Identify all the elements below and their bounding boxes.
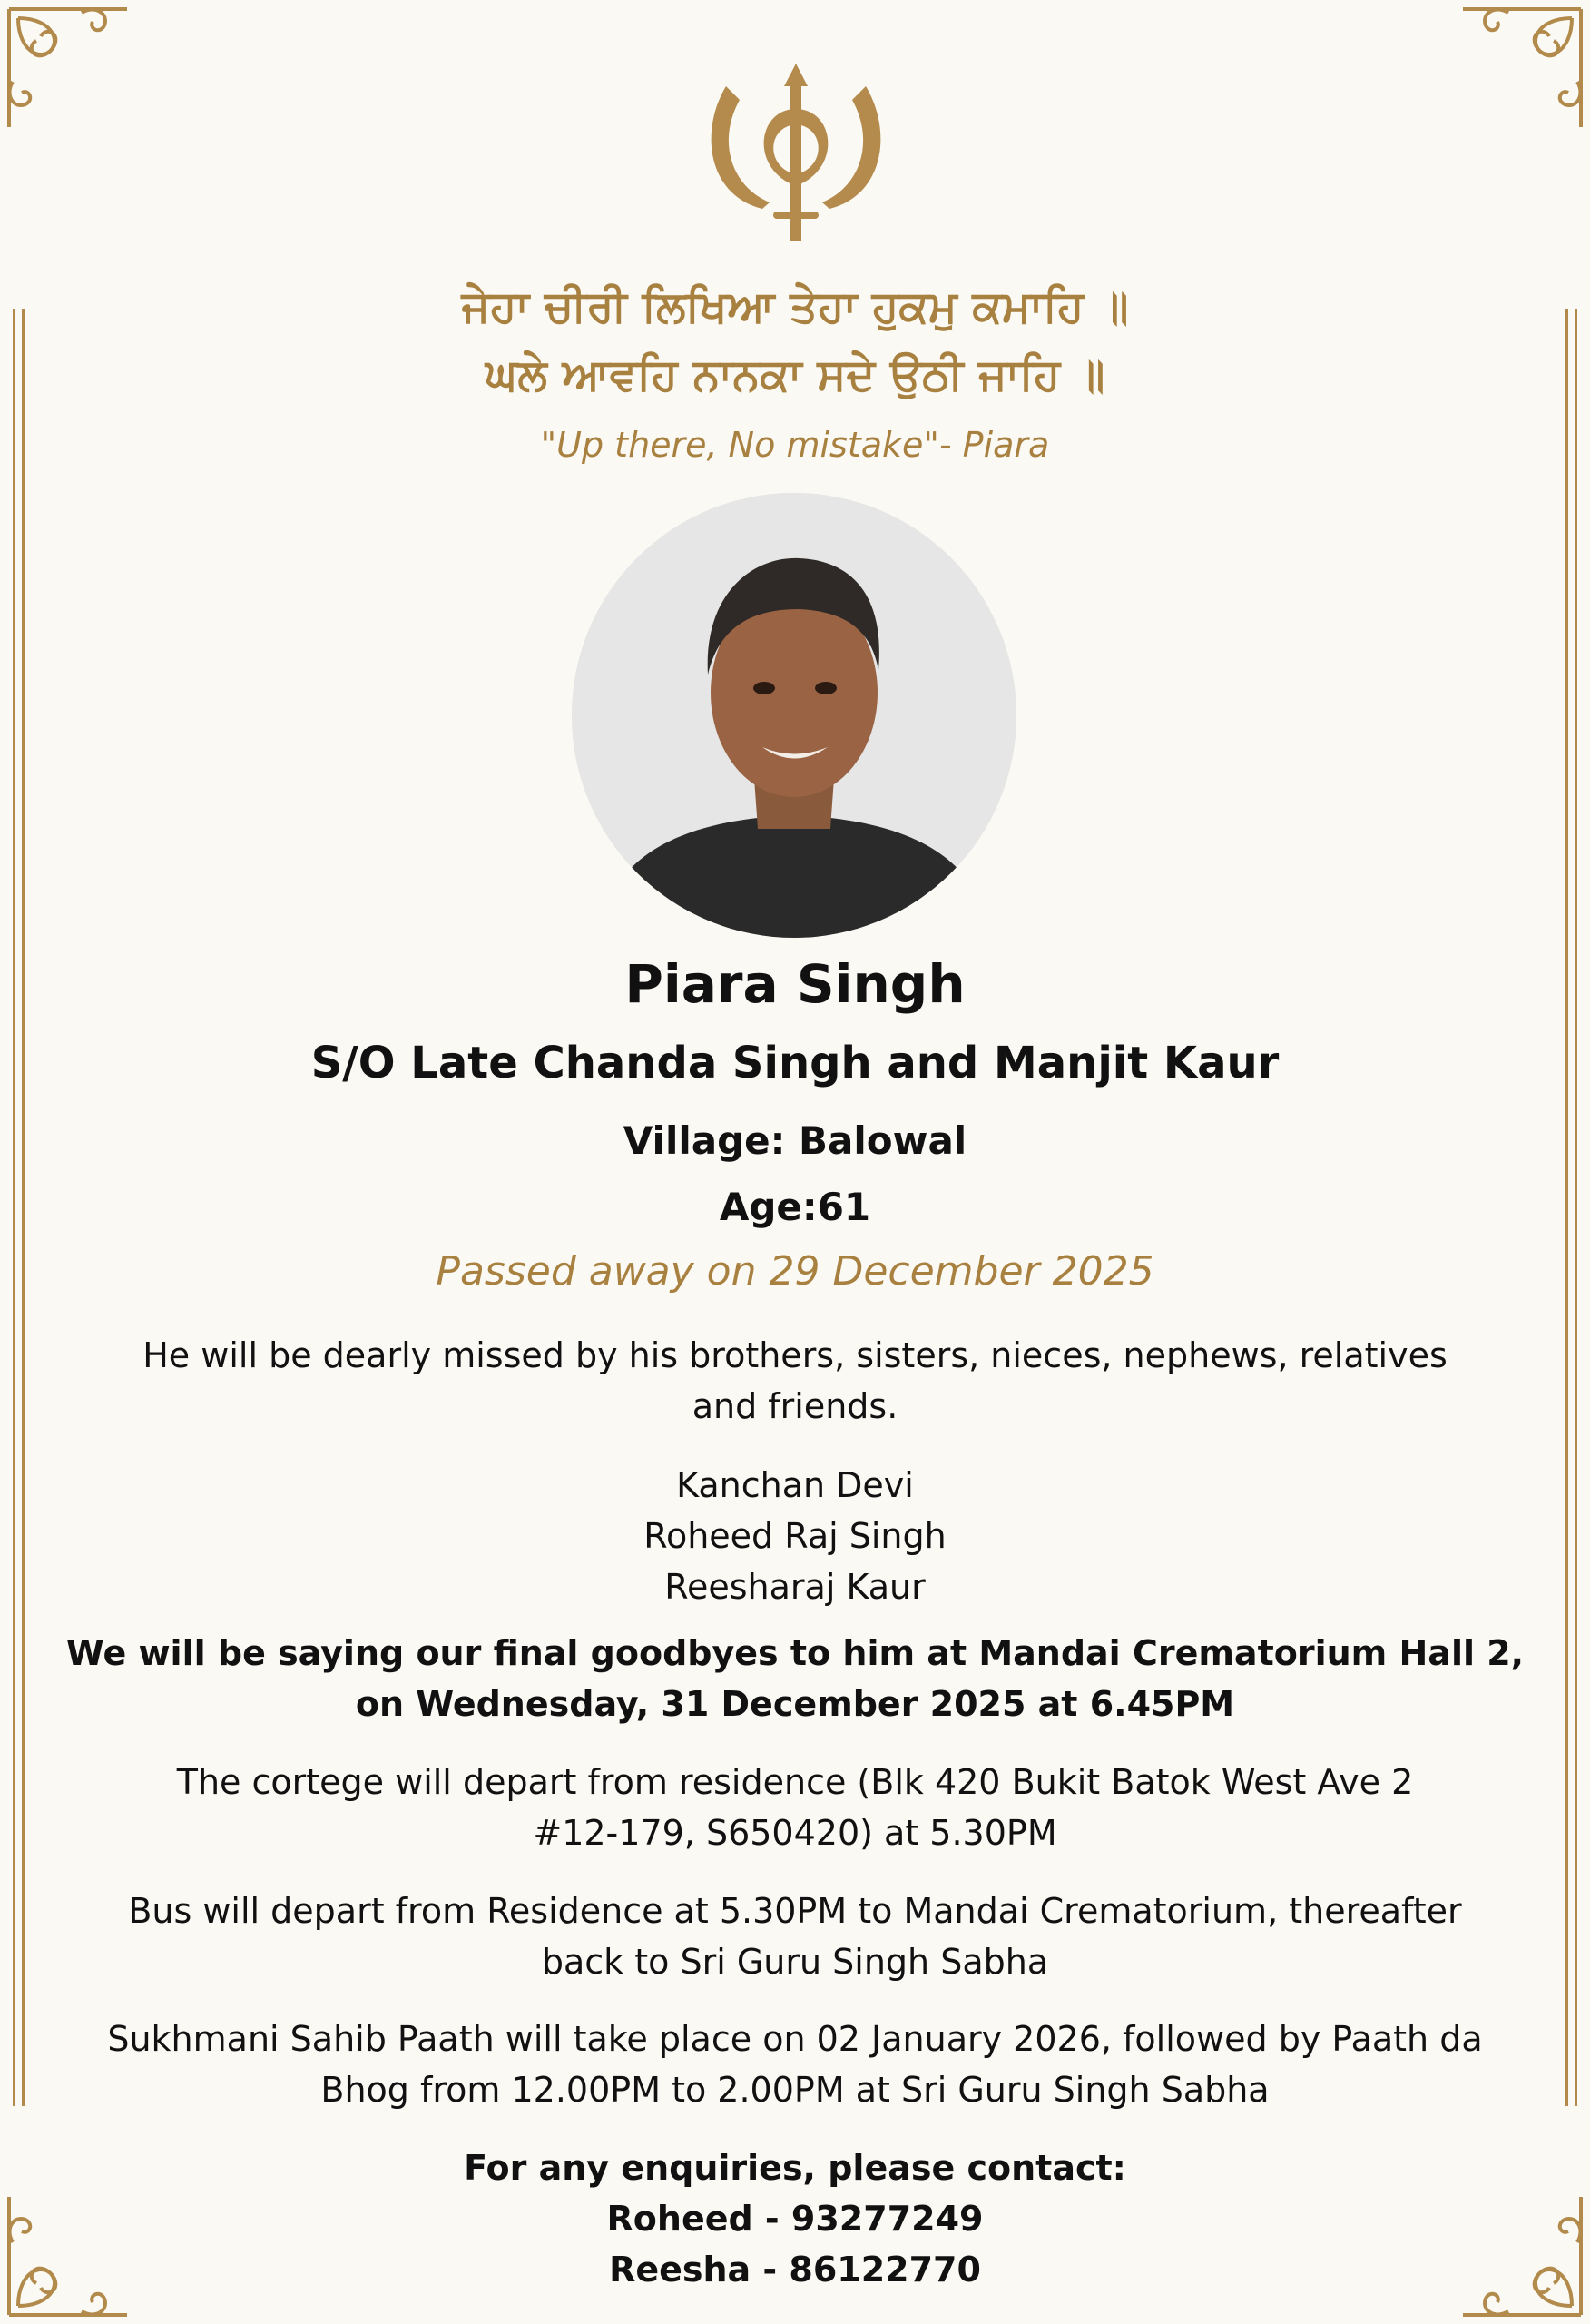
contact-section: [0, 2142, 1590, 2295]
portrait-photo: [572, 493, 1016, 938]
missed-message: [0, 1330, 1590, 1432]
quote: "Up there, No mistake"- Piara: [540, 425, 1050, 465]
missed-message-line-1: He will be dearly missed by his brothers, sisters, nieces, nephews, relatives: [142, 1335, 1448, 1375]
family-member: Reesharaj Kaur: [664, 1567, 926, 1607]
gurbani-line-2: ਘਲੇ ਆਵਹਿ ਨਾਨਕਾ ਸਦੇ ਉਠੀ ਜਾਹਿ ॥: [485, 350, 1105, 400]
cortege-line-1: The cortege will depart from residence (Blk 420 Bukit Batok West Ave 2: [176, 1762, 1414, 1802]
portrait-illustration: [572, 493, 1016, 938]
contact-person-1: Roheed - 93277249: [606, 2199, 984, 2239]
person-name: Piara Singh: [624, 953, 966, 1015]
paath-line-1: Sukhmani Sahib Paath will take place on 02 January 2026, followed by Paath da: [107, 2019, 1483, 2059]
paath-details: [0, 2014, 1590, 2115]
missed-message-line-2: and friends.: [692, 1386, 898, 1426]
gurbani-line-1: ਜੇਹਾ ਚੀਰੀ ਲਿਖਿਆ ਤੇਹਾ ਹੁਕਮੁ ਕਮਾਹਿ ॥: [461, 281, 1129, 332]
family-member: Roheed Raj Singh: [643, 1516, 947, 1556]
person-age: Age:61: [719, 1185, 871, 1229]
khanda-icon: [699, 59, 893, 250]
cortege-line-2: #12-179, S650420) at 5.30PM: [533, 1813, 1057, 1853]
corner-ornament-top-right-icon: [1454, 0, 1590, 136]
bus-line-2: back to Sri Guru Singh Sabha: [541, 1942, 1049, 1982]
funeral-line-2: on Wednesday, 31 December 2025 at 6.45PM: [355, 1684, 1235, 1724]
bus-line-1: Bus will depart from Residence at 5.30PM to Mandai Crematorium, thereafter: [128, 1891, 1462, 1931]
family-list: [0, 1460, 1590, 1612]
paath-line-2: Bhog from 12.00PM to 2.00PM at Sri Guru Singh Sabha: [320, 2070, 1270, 2110]
passed-away-date: Passed away on 29 December 2025: [436, 1248, 1154, 1295]
contact-heading: For any enquiries, please contact:: [464, 2148, 1126, 2188]
family-member: Kanchan Devi: [676, 1465, 914, 1505]
cortege-details: [0, 1757, 1590, 1858]
funeral-details: [0, 1628, 1590, 1729]
person-parents: S/O Late Chanda Singh and Manjit Kaur: [310, 1038, 1280, 1088]
contact-person-2: Reesha - 86122770: [609, 2250, 981, 2290]
funeral-line-1: We will be saying our final goodbyes to him at Mandai Crematorium Hall 2,: [65, 1633, 1525, 1673]
person-village: Village: Balowal: [623, 1118, 967, 1163]
bus-details: [0, 1886, 1590, 1987]
corner-ornament-top-left-icon: [0, 0, 136, 136]
